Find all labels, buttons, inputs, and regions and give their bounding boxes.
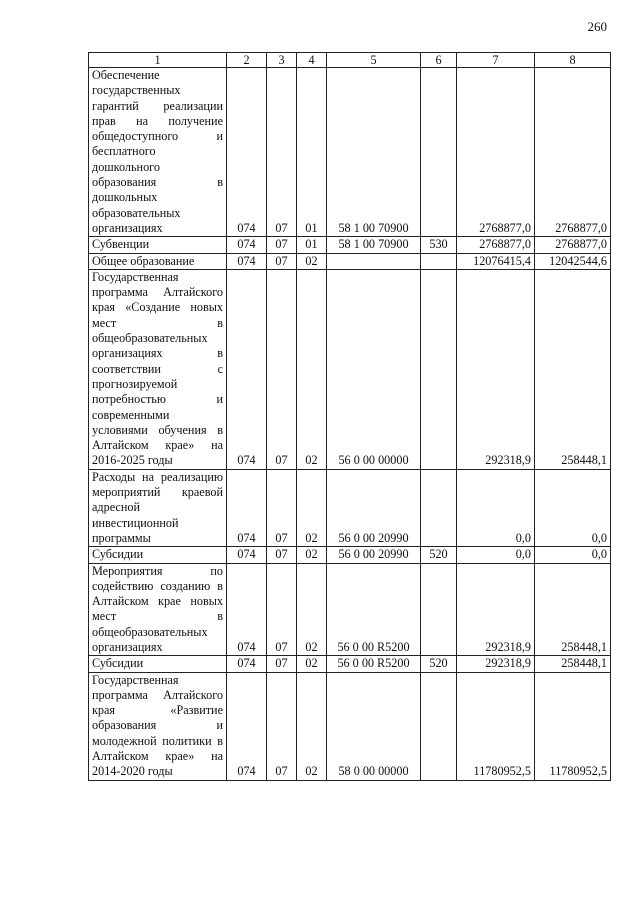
table-row [89, 68, 611, 237]
column-header: 6 [421, 53, 457, 68]
item-name: Государственная программа Алтайского края «Развитие образования и молодежной политики в Алтайском крае» на 2014-2020 годы [89, 672, 227, 780]
expense-type-code [421, 269, 457, 469]
table-row [89, 672, 611, 780]
column-header: 5 [327, 53, 421, 68]
column-header: 2 [227, 53, 267, 68]
section-code: 07 [267, 237, 297, 253]
amount-col7: 11780952,5 [457, 672, 535, 780]
target-article-code: 58 1 00 70900 [327, 68, 421, 237]
ministry-code: 074 [227, 269, 267, 469]
expense-type-code [421, 68, 457, 237]
amount-col7: 12076415,4 [457, 253, 535, 269]
column-header: 7 [457, 53, 535, 68]
amount-col8: 2768877,0 [535, 237, 611, 253]
amount-col8: 2768877,0 [535, 68, 611, 237]
column-header: 8 [535, 53, 611, 68]
subsection-code: 01 [297, 68, 327, 237]
expense-type-code [421, 253, 457, 269]
subsection-code: 02 [297, 563, 327, 656]
amount-col7: 292318,9 [457, 563, 535, 656]
target-article-code [327, 253, 421, 269]
section-code: 07 [267, 253, 297, 269]
column-header: 3 [267, 53, 297, 68]
table-row [89, 253, 611, 269]
section-code: 07 [267, 469, 297, 546]
amount-col7: 292318,9 [457, 269, 535, 469]
amount-col7: 2768877,0 [457, 237, 535, 253]
target-article-code: 58 0 00 00000 [327, 672, 421, 780]
expense-type-code [421, 672, 457, 780]
subsection-code: 02 [297, 656, 327, 672]
amount-col8: 12042544,6 [535, 253, 611, 269]
ministry-code: 074 [227, 547, 267, 563]
amount-col8: 0,0 [535, 469, 611, 546]
amount-col7: 0,0 [457, 547, 535, 563]
ministry-code: 074 [227, 253, 267, 269]
item-name: Субвенции [89, 237, 227, 253]
subsection-code: 02 [297, 253, 327, 269]
amount-col7: 292318,9 [457, 656, 535, 672]
table-row [89, 547, 611, 563]
amount-col8: 258448,1 [535, 269, 611, 469]
section-code: 07 [267, 672, 297, 780]
ministry-code: 074 [227, 237, 267, 253]
section-code: 07 [267, 563, 297, 656]
table-row [89, 563, 611, 656]
section-code: 07 [267, 656, 297, 672]
item-name: Субсидии [89, 656, 227, 672]
ministry-code: 074 [227, 563, 267, 656]
item-name: Общее образование [89, 253, 227, 269]
amount-col7: 2768877,0 [457, 68, 535, 237]
subsection-code: 02 [297, 547, 327, 563]
section-code: 07 [267, 68, 297, 237]
table-header-row [89, 53, 611, 68]
section-code: 07 [267, 547, 297, 563]
ministry-code: 074 [227, 68, 267, 237]
target-article-code: 56 0 00 20990 [327, 469, 421, 546]
subsection-code: 01 [297, 237, 327, 253]
table-row [89, 656, 611, 672]
item-name: Расходы на реализацию мероприятий краевой адресной инвестиционной программы [89, 469, 227, 546]
section-code: 07 [267, 269, 297, 469]
target-article-code: 56 0 00 R5200 [327, 563, 421, 656]
target-article-code: 56 0 00 20990 [327, 547, 421, 563]
item-name: Государственная программа Алтайского края «Создание новых мест в общеобразовательных организациях в соответствии с прогнозируемой потребностью и современными условиями обучения в Алтайском крае» на 2016-2025 годы [89, 269, 227, 469]
expense-type-code: 520 [421, 656, 457, 672]
subsection-code: 02 [297, 269, 327, 469]
expense-type-code: 530 [421, 237, 457, 253]
page-number: 260 [587, 19, 607, 34]
item-name: Мероприятия по содействию созданию в Алтайском крае новых мест в общеобразовательных организациях [89, 563, 227, 656]
column-header: 4 [297, 53, 327, 68]
table-row [89, 469, 611, 546]
target-article-code: 56 0 00 00000 [327, 269, 421, 469]
expense-type-code [421, 469, 457, 546]
expense-type-code: 520 [421, 547, 457, 563]
ministry-code: 074 [227, 469, 267, 546]
subsection-code: 02 [297, 469, 327, 546]
budget-table [88, 52, 611, 781]
amount-col7: 0,0 [457, 469, 535, 546]
item-name: Субсидии [89, 547, 227, 563]
ministry-code: 074 [227, 672, 267, 780]
table-row [89, 237, 611, 253]
table-row [89, 269, 611, 469]
amount-col8: 258448,1 [535, 563, 611, 656]
ministry-code: 074 [227, 656, 267, 672]
item-name: Обеспечение государственных гарантий реализации прав на получение общедоступного и бесплатного дошкольного образования в дошкольных образовательных организациях [89, 68, 227, 237]
amount-col8: 0,0 [535, 547, 611, 563]
target-article-code: 56 0 00 R5200 [327, 656, 421, 672]
target-article-code: 58 1 00 70900 [327, 237, 421, 253]
expense-type-code [421, 563, 457, 656]
amount-col8: 258448,1 [535, 656, 611, 672]
amount-col8: 11780952,5 [535, 672, 611, 780]
column-header: 1 [89, 53, 227, 68]
subsection-code: 02 [297, 672, 327, 780]
